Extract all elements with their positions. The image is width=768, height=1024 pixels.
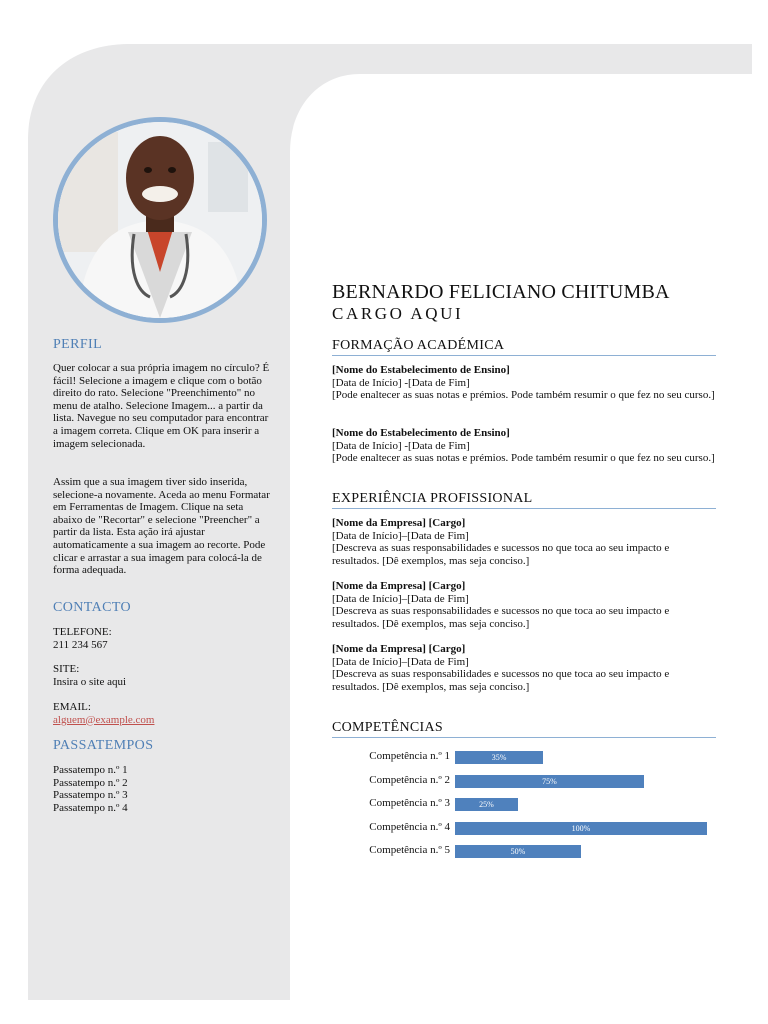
education-entry bbox=[332, 427, 716, 465]
experience-description: [Descreva as suas responsabilidades e sucessos no que toca ao seu impacto e resultados. [Dê exemplos, mas seja conciso.] bbox=[332, 668, 670, 693]
email-link[interactable]: alguem@example.com bbox=[53, 713, 155, 726]
skill-label: Competência n.º 4 bbox=[369, 820, 450, 833]
experience-dates: [Data de Início]–[Data de Fim] bbox=[332, 655, 469, 668]
portrait-image bbox=[58, 122, 262, 318]
education-dates: [Data de Início] -[Data de Fim] bbox=[332, 376, 470, 389]
experience-dates: [Data de Início]–[Data de Fim] bbox=[332, 529, 469, 542]
profile-paragraph-2: Assim que a sua imagem tiver sido inserida, selecione-a novamente. Aceda ao menu Formatar em Ferramentas de Imagem. Clique na seta abaixo de "Recortar" e selecione "Preencher" a partir da lista. Esta ação irá ajustar automaticamente a sua imagem ao recorte. Pode clicar e arrastar a sua imagem para colocá-la de forma adequada. bbox=[53, 476, 270, 577]
education-entry bbox=[332, 364, 716, 402]
list-item: Passatempo n.º 4 bbox=[53, 801, 128, 814]
list-item: Passatempo n.º 3 bbox=[53, 789, 128, 802]
list-item: Passatempo n.º 1 bbox=[53, 764, 128, 776]
experience-entry bbox=[332, 643, 716, 693]
profile-paragraph-1: Quer colocar a sua própria imagem no círculo? É fácil! Selecione a imagem e clique com o botão direito do rato. Selecione "Preenchimento" no menu de atalho. Selecione Imagem... a partir da lista. Navegue no seu computador para encontrar a imagem correta. Clique em OK para inserir a imagem selecionada. bbox=[53, 362, 270, 450]
hobbies-list bbox=[53, 764, 283, 814]
company-name: [Nome da Empresa] [Cargo] bbox=[332, 580, 466, 592]
skill-label: Competência n.º 3 bbox=[369, 797, 450, 810]
skill-label: Competência n.º 5 bbox=[369, 844, 450, 857]
profile-section bbox=[53, 339, 283, 352]
school-name: [Nome do Estabelecimento de Ensino] bbox=[332, 364, 510, 376]
phone-value: 211 234 567 bbox=[53, 638, 108, 651]
experience-entry bbox=[332, 517, 716, 567]
contact-email bbox=[53, 701, 283, 726]
education-title: FORMAÇÃO ACADÉMICA bbox=[332, 338, 716, 356]
phone-label: TELEFONE: bbox=[53, 626, 112, 638]
profile-text bbox=[53, 362, 273, 450]
company-name: [Nome da Empresa] [Cargo] bbox=[332, 643, 466, 655]
profile-title: PERFIL bbox=[53, 337, 103, 352]
experience-dates: [Data de Início]–[Data de Fim] bbox=[332, 592, 469, 605]
site-label: SITE: bbox=[53, 663, 80, 675]
education-description: [Pode enaltecer as suas notas e prémios. Pode também resumir o que fez no seu curso.] bbox=[332, 452, 715, 465]
experience-description: [Descreva as suas responsabilidades e sucessos no que toca ao seu impacto e resultados. [Dê exemplos, mas seja conciso.] bbox=[332, 605, 670, 630]
contact-section bbox=[53, 602, 283, 615]
experience-title: EXPERIÊNCIA PROFISSIONAL bbox=[332, 491, 716, 509]
list-item: Passatempo n.º 2 bbox=[53, 776, 128, 789]
skill-bar: 100% bbox=[455, 822, 707, 835]
skill-bar: 75% bbox=[455, 775, 644, 788]
contact-site bbox=[53, 663, 283, 688]
email-label: EMAIL: bbox=[53, 701, 91, 713]
skill-bar: 25% bbox=[455, 798, 518, 811]
site-value: Insira o site aqui bbox=[53, 675, 127, 688]
skills-title: COMPETÊNCIAS bbox=[332, 720, 716, 738]
contact-title: CONTACTO bbox=[53, 600, 132, 615]
education-dates: [Data de Início] -[Data de Fim] bbox=[332, 439, 470, 452]
experience-entry bbox=[332, 580, 716, 630]
skill-label: Competência n.º 2 bbox=[369, 773, 450, 786]
profile-text-2 bbox=[53, 476, 273, 577]
skill-bar: 35% bbox=[455, 751, 543, 764]
school-name: [Nome do Estabelecimento de Ensino] bbox=[332, 427, 510, 439]
skill-bar: 50% bbox=[455, 845, 581, 858]
job-title: CARGO AQUI bbox=[332, 304, 464, 323]
experience-description: [Descreva as suas responsabilidades e sucessos no que toca ao seu impacto e resultados. [Dê exemplos, mas seja conciso.] bbox=[332, 542, 670, 567]
skill-label: Competência n.º 1 bbox=[369, 750, 450, 762]
company-name: [Nome da Empresa] [Cargo] bbox=[332, 517, 466, 529]
hobbies-title: PASSATEMPOS bbox=[53, 738, 154, 753]
contact-phone bbox=[53, 626, 283, 651]
education-description: [Pode enaltecer as suas notas e prémios. Pode também resumir o que fez no seu curso.] bbox=[332, 389, 715, 402]
person-name: BERNARDO FELICIANO CHITUMBA bbox=[332, 281, 670, 303]
hobbies-section bbox=[53, 740, 283, 753]
profile-photo[interactable] bbox=[53, 117, 267, 323]
